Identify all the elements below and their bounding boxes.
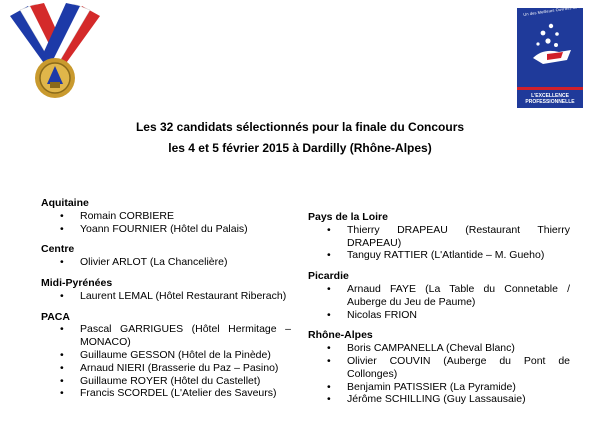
page-title: Les 32 candidats sélectionnés pour la finale du Concours: [135, 120, 465, 134]
region-heading: Centre: [41, 243, 75, 256]
logo-caption-line2: PROFESSIONNELLE: [525, 99, 575, 105]
candidate-list: [41, 256, 291, 269]
candidate-item: • Benjamin PATISSIER (La Pyramide): [308, 381, 570, 394]
candidate-list: [41, 323, 291, 400]
logo-caption: [517, 93, 583, 105]
candidate-item: • Thierry DRAPEAU (Restaurant Thierry DRAPEAU): [308, 224, 570, 250]
logo-arc-text: Un des Meilleurs Ouvriers de France: [523, 2, 592, 17]
region-heading: Rhône-Alpes: [308, 329, 373, 342]
logo-caption-line1: L'EXCELLENCE: [531, 93, 569, 99]
candidate-list: [41, 290, 291, 303]
candidate-item: • Yoann FOURNIER (Hôtel du Palais): [41, 223, 291, 236]
candidate-item: • Nicolas FRION: [308, 309, 570, 322]
candidate-item: • Pascal GARRIGUES (Hôtel Hermitage – MONACO): [41, 323, 291, 349]
candidate-item: • Olivier ARLOT (La Chancelière): [41, 256, 291, 269]
candidate-item: • Guillaume GESSON (Hôtel de la Pinède): [41, 349, 291, 362]
right-column: [308, 211, 570, 406]
candidate-item: • Olivier COUVIN (Auberge du Pont de Collonges): [308, 355, 570, 381]
medal-ribbon-icon: [6, 2, 104, 102]
stars-icon: [523, 18, 577, 68]
logo-red-bar: [517, 87, 583, 90]
candidate-item: • Boris CAMPANELLA (Cheval Blanc): [308, 342, 570, 355]
candidate-item: • Tanguy RATTIER (L'Atlantide – M. Gueho): [308, 249, 570, 262]
candidate-item: • Guillaume ROYER (Hôtel du Castellet): [41, 375, 291, 388]
region-heading: Aquitaine: [41, 197, 89, 209]
page-subtitle: les 4 et 5 février 2015 à Dardilly (Rhône-Alpes): [168, 141, 432, 155]
candidate-list: [41, 210, 291, 236]
region-heading: Picardie: [308, 270, 349, 283]
candidate-list: [308, 224, 570, 262]
region-heading: Pays de la Loire: [308, 211, 388, 223]
candidate-item: • Arnaud FAYE (La Table du Connetable / Auberge du Jeu de Paume): [308, 283, 570, 309]
candidate-item: • Laurent LEMAL (Hôtel Restaurant Riberach): [41, 290, 291, 303]
candidate-item: • Arnaud NIERI (Brasserie du Paz – Pasino): [41, 362, 291, 375]
mof-logo-icon: [517, 2, 592, 108]
region-heading: Midi-Pyrénées: [41, 276, 113, 289]
candidate-list: [308, 342, 570, 406]
candidate-item: • Francis SCORDEL (L'Atelier des Saveurs): [41, 387, 291, 400]
candidate-list: [308, 283, 570, 321]
candidate-item: • Jérôme SCHILLING (Guy Lassausaie): [308, 393, 570, 406]
left-column: [41, 197, 291, 400]
region-heading: PACA: [41, 310, 70, 323]
candidate-item: • Romain CORBIERE: [41, 210, 291, 223]
